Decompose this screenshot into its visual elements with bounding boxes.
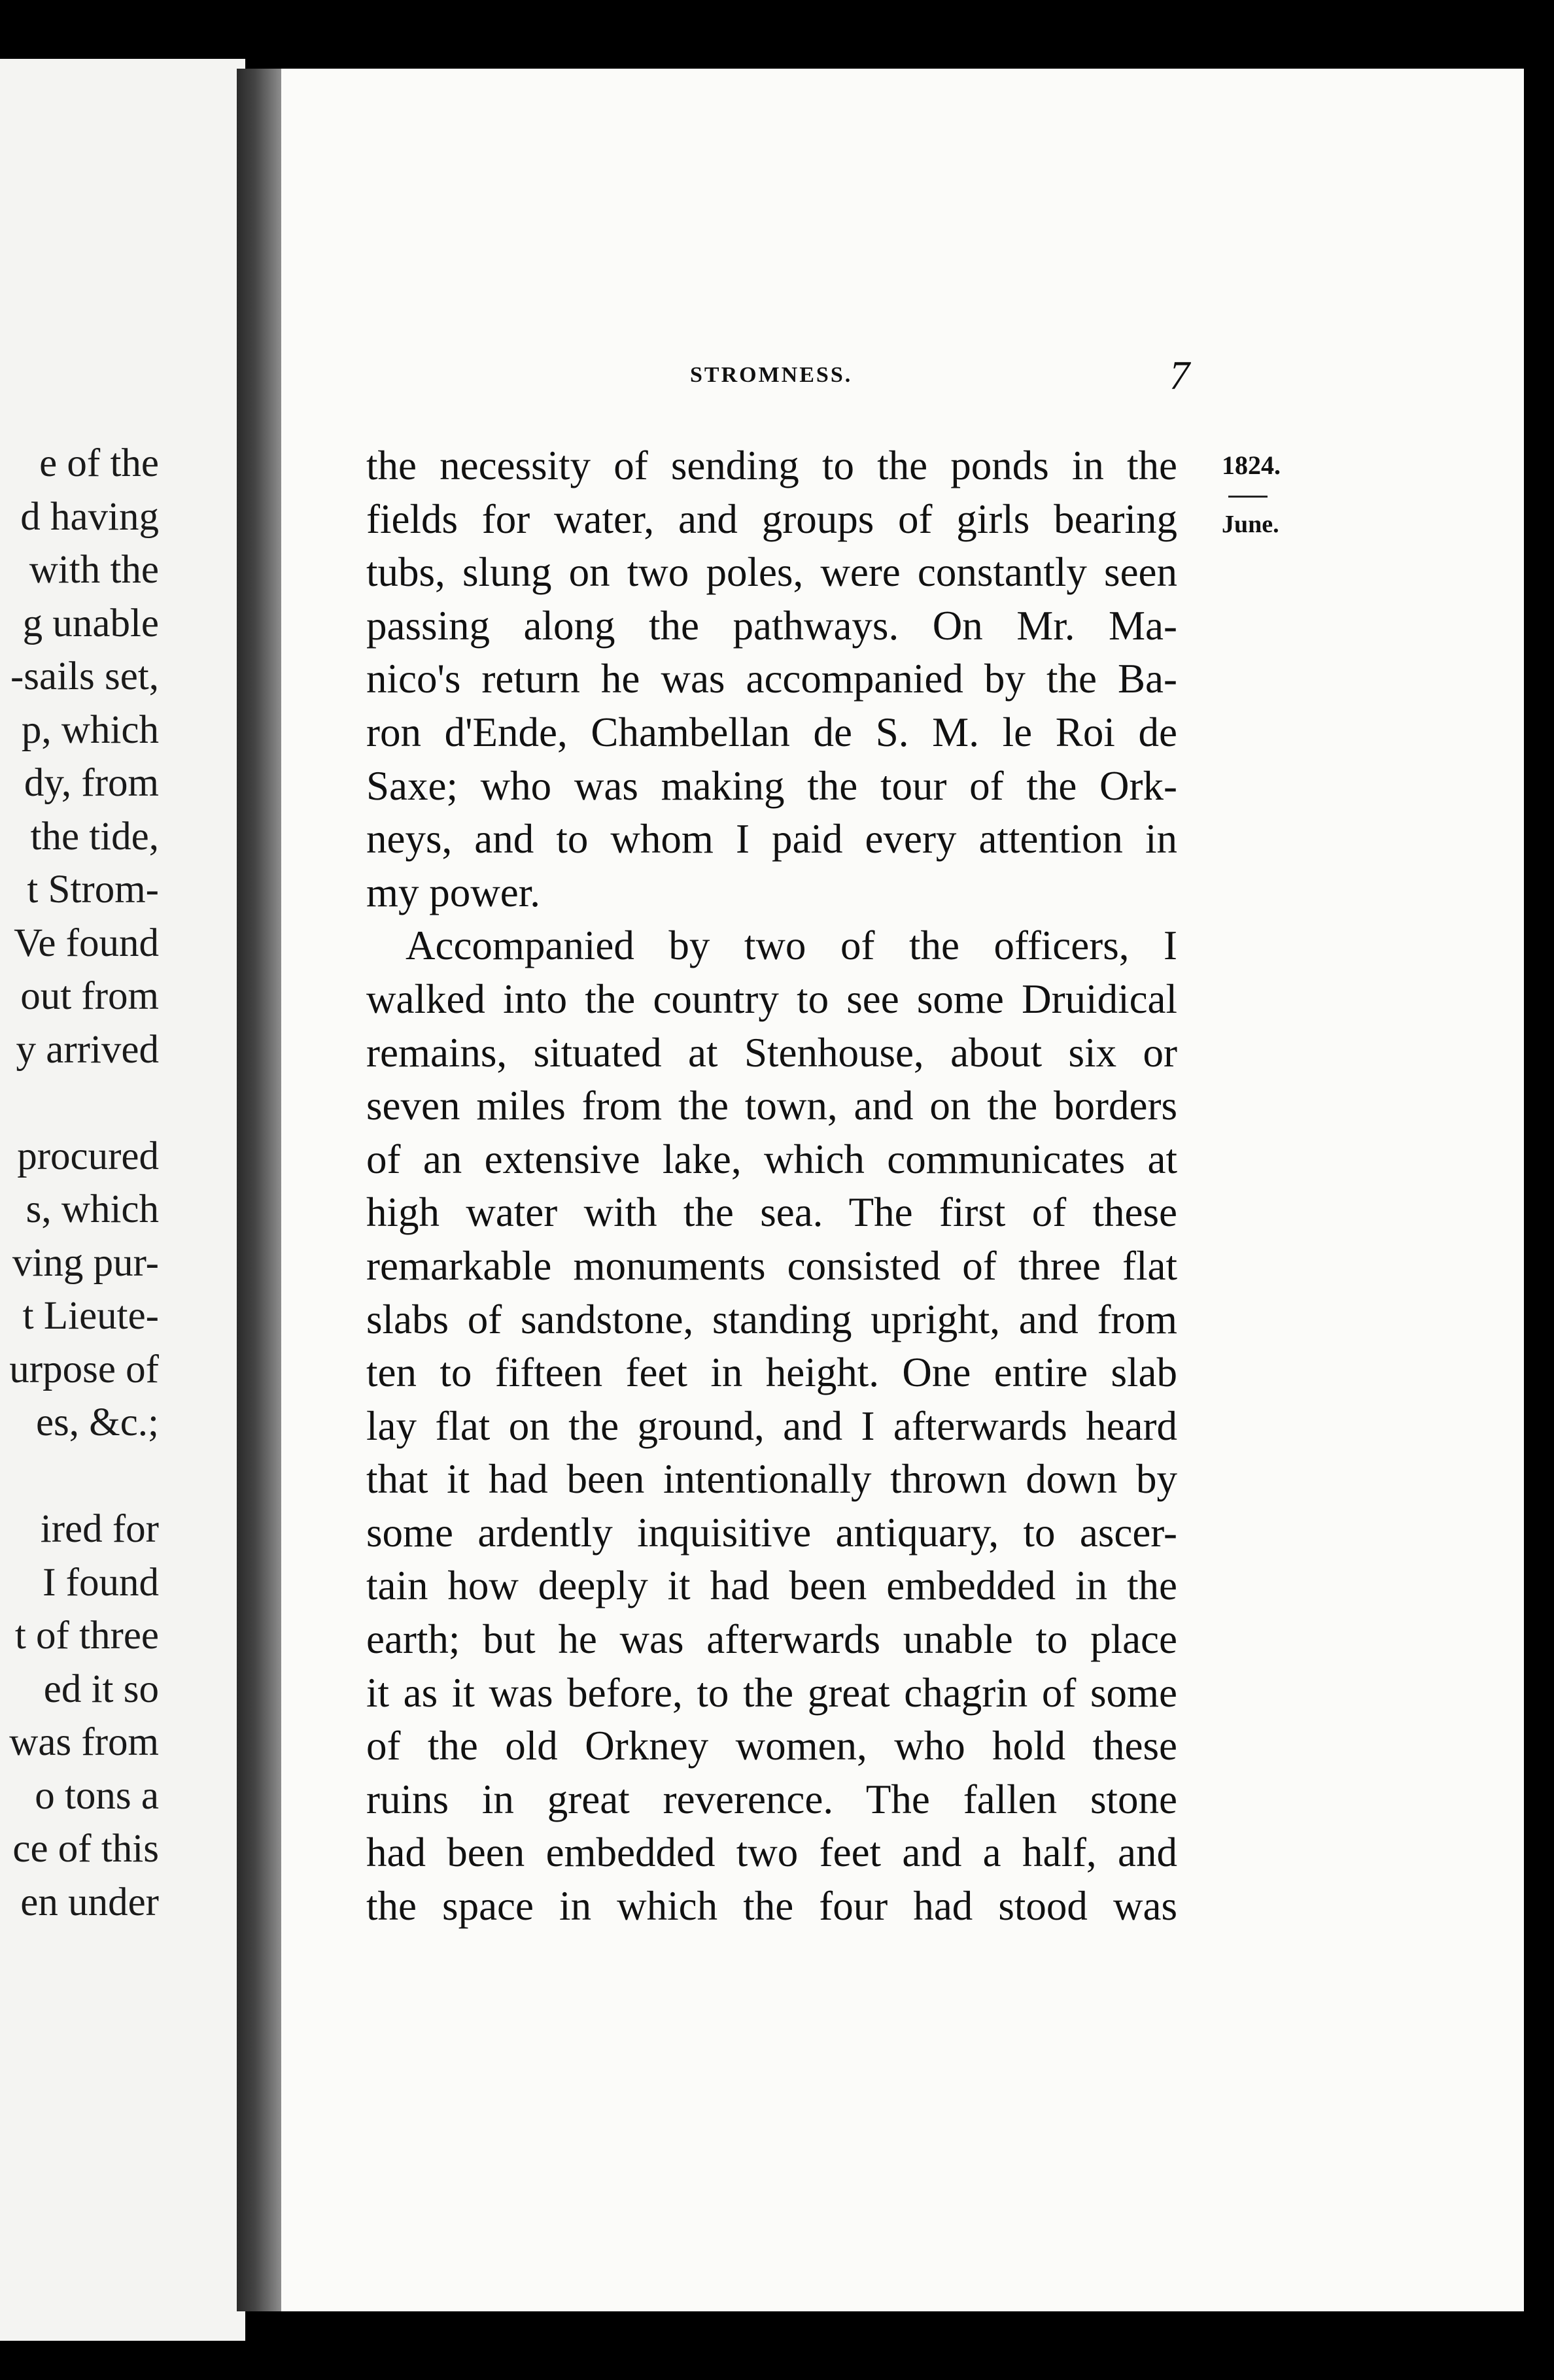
text-line: passing along the pathways. On Mr. Ma- xyxy=(366,602,1177,649)
text-line: high water with the sea. The first of these xyxy=(366,1189,1177,1236)
text-line: the necessity of sending to the ponds in the xyxy=(366,443,1177,488)
left-line: ce of this xyxy=(12,1827,159,1871)
text-line: remarkable monuments consisted of three flat xyxy=(366,1242,1177,1289)
left-line xyxy=(9,1450,159,1503)
left-line xyxy=(9,1076,159,1130)
paragraph-first-line: Accompanied by two of the officers, I xyxy=(406,923,1177,969)
left-line: the tide, xyxy=(30,814,159,858)
text-line: that it had been intentionally thrown down by xyxy=(366,1456,1177,1503)
left-line: t Lieute- xyxy=(22,1294,159,1338)
margin-note-year: 1824. xyxy=(1222,450,1281,480)
left-line: I found xyxy=(43,1560,159,1605)
left-line: ired for xyxy=(40,1507,159,1551)
page-number: 7 xyxy=(1169,354,1190,398)
left-line: was from xyxy=(9,1720,159,1764)
left-line: ving pur- xyxy=(12,1240,159,1285)
text-line: it as it was before, to the great chagrin of some xyxy=(366,1669,1177,1716)
margin-note-month: June. xyxy=(1222,511,1279,538)
text-line: my power. xyxy=(366,869,540,915)
text-line: tain how deeply it had been embedded in the xyxy=(366,1563,1177,1609)
margin-note-rule xyxy=(1228,496,1268,498)
left-line: g unable xyxy=(22,601,159,645)
text-line: had been embedded two feet and a half, and xyxy=(366,1829,1177,1876)
left-page-text xyxy=(9,437,159,1929)
text-line: remains, situated at Stenhouse, about six or xyxy=(366,1029,1177,1076)
left-line: o tons a xyxy=(35,1773,159,1818)
left-line: s, which xyxy=(26,1187,159,1231)
left-line: t of three xyxy=(14,1614,159,1658)
text-line: fields for water, and groups of girls bearing xyxy=(366,496,1177,542)
text-line: seven miles from the town, and on the borders xyxy=(366,1083,1177,1129)
left-line: out from xyxy=(20,974,159,1018)
text-line: ruins in great reverence. The fallen stone xyxy=(366,1776,1177,1822)
left-line: -sails set, xyxy=(10,654,159,698)
running-head: STROMNESS. xyxy=(690,363,853,387)
left-line: Ve found xyxy=(14,921,159,965)
left-line: p, which xyxy=(21,707,159,752)
left-line: es, &c.; xyxy=(35,1401,159,1444)
text-line: ron d'Ende, Chambellan de S. M. le Roi de xyxy=(366,709,1177,755)
text-line: walked into the country to see some Druidical xyxy=(366,976,1177,1022)
text-line: Saxe; who was making the tour of the Ork- xyxy=(366,762,1177,809)
left-line: en under xyxy=(20,1880,159,1924)
left-page xyxy=(0,59,245,2341)
text-line: some ardently inquisitive antiquary, to ascer- xyxy=(366,1509,1177,1556)
text-line: lay flat on the ground, and I afterwards heard xyxy=(366,1402,1177,1449)
left-line: y arrived xyxy=(16,1027,159,1072)
left-line: e of the xyxy=(39,441,159,485)
text-line: ten to fifteen feet in height. One entire slab xyxy=(366,1350,1177,1396)
text-line: of the old Orkney women, who hold these xyxy=(366,1723,1177,1769)
left-line: t Strom- xyxy=(27,868,159,911)
left-line: urpose of xyxy=(9,1347,159,1391)
left-line: d having xyxy=(20,494,159,539)
text-line: the space in which the four had stood was xyxy=(366,1883,1177,1930)
text-line: neys, and to whom I paid every attention in xyxy=(366,816,1177,862)
left-line: dy, from xyxy=(24,761,159,805)
text-line: earth; but he was afterwards unable to place xyxy=(366,1616,1177,1663)
text-line: of an extensive lake, which communicates at xyxy=(366,1136,1177,1182)
left-line: ed it so xyxy=(43,1667,159,1711)
text-line: tubs, slung on two poles, were constantly seen xyxy=(366,549,1177,596)
left-line: procured xyxy=(17,1134,159,1178)
text-line: nico's return he was accompanied by the Ba- xyxy=(366,656,1177,702)
text-line: slabs of sandstone, standing upright, and from xyxy=(366,1296,1177,1342)
left-line: with the xyxy=(29,548,159,592)
body-text xyxy=(366,439,1177,1933)
